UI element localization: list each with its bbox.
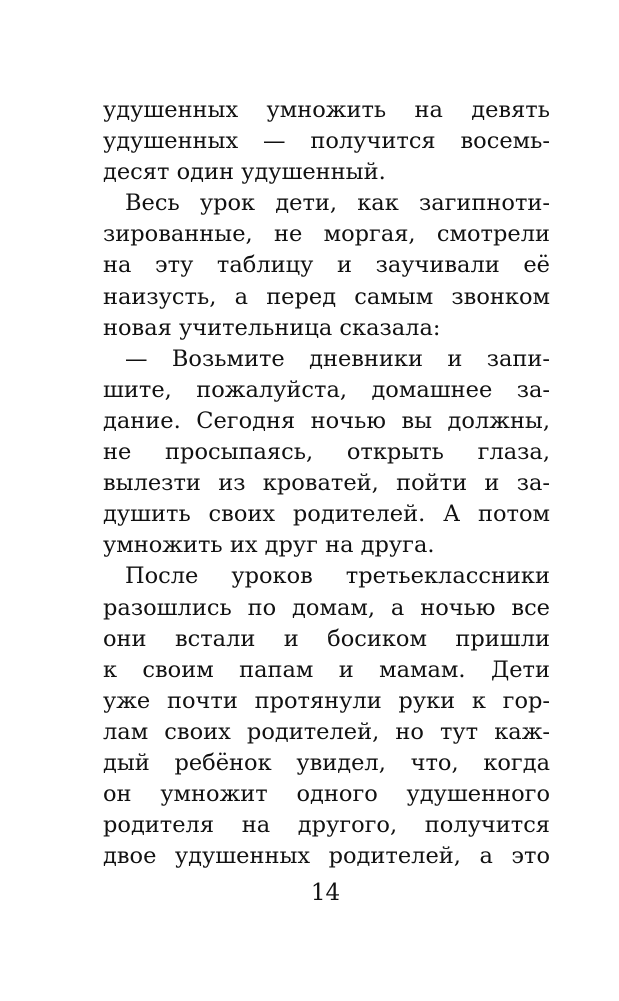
text-line: двое удушенных родителей, а это: [103, 843, 550, 870]
text-line: Весь урок дети, как загипноти-: [125, 190, 550, 217]
text-line: уже почти протянули руки к гор-: [103, 687, 550, 714]
text-line: разошлись по домам, а ночью все: [103, 594, 550, 621]
text-line: он умножит одного удушенного: [103, 781, 550, 808]
page-number: 14: [310, 880, 341, 906]
text-line: родителя на другого, получится: [103, 812, 550, 839]
text-line: — Возьмите дневники и запи-: [125, 345, 550, 372]
text-line: дый ребёнок увидел, что, когда: [103, 749, 550, 776]
text-line: лам своих родителей, но тут каж-: [103, 718, 550, 745]
text-line: не просыпаясь, открыть глаза,: [103, 439, 550, 466]
text-line: душить своих родителей. А потом: [103, 501, 550, 528]
text-line: наизусть, а перед самым звонком: [103, 283, 550, 310]
text-line: дание. Сегодня ночью вы должны,: [103, 407, 550, 434]
text-line: шите, пожалуйста, домашнее за-: [103, 376, 550, 403]
text-line: вылезти из кроватей, пойти и за-: [103, 470, 550, 497]
body-text: [103, 95, 550, 872]
text-line: После уроков третьеклассники: [125, 563, 550, 590]
text-line: они встали и босиком пришли: [103, 625, 550, 652]
text-line: десят один удушенный.: [103, 159, 386, 186]
text-line: умножить их друг на друга.: [103, 532, 435, 559]
text-line: удушенных умножить на девять: [103, 97, 550, 123]
text-line: удушенных — получится восемь-: [103, 128, 550, 155]
text-line: новая учительница сказала:: [103, 314, 441, 341]
text-line: к своим папам и мамам. Дети: [103, 656, 550, 683]
text-line: на эту таблицу и заучивали её: [103, 252, 550, 279]
text-line: зированные, не моргая, смотрели: [103, 221, 550, 248]
